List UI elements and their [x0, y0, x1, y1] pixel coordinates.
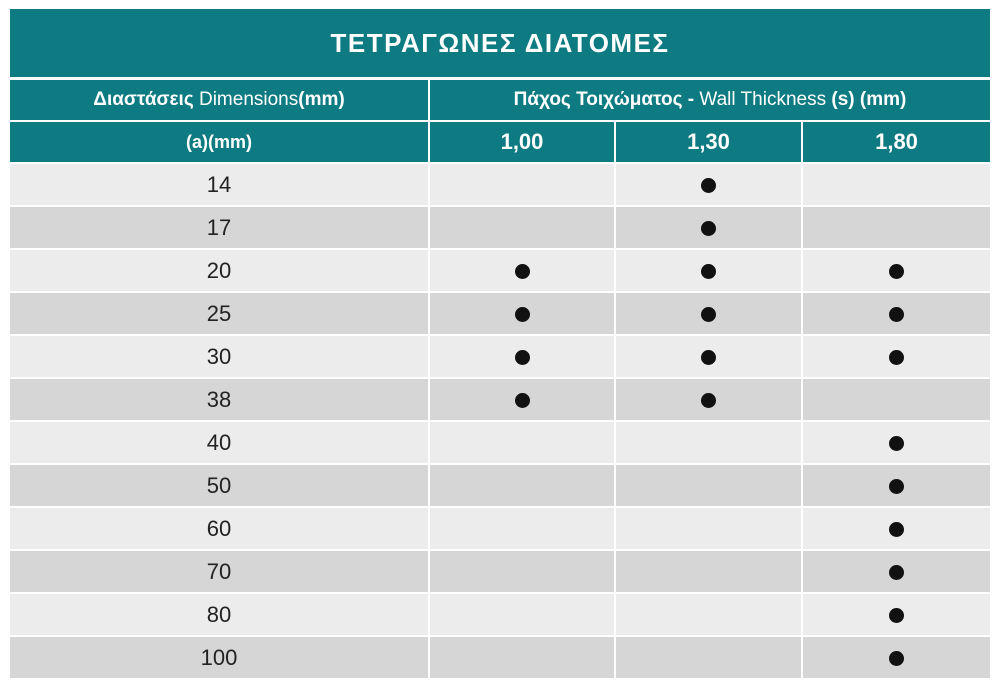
- availability-cell: [430, 551, 616, 594]
- availability-dot-icon: [515, 393, 530, 408]
- availability-cell: [803, 508, 990, 551]
- table-row: [10, 293, 990, 336]
- availability-cell: [616, 379, 803, 422]
- availability-cell: [430, 293, 616, 336]
- table-title: ΤΕΤΡΑΓΩΝΕΣ ΔΙΑΤΟΜΕΣ: [10, 9, 990, 80]
- table-row: [10, 508, 990, 551]
- availability-dot-icon: [889, 436, 904, 451]
- availability-cell: [430, 637, 616, 680]
- size-cell: 25: [10, 293, 430, 336]
- availability-cell: [430, 465, 616, 508]
- table-row: [10, 336, 990, 379]
- size-cell: 14: [10, 164, 430, 207]
- table-row: [10, 422, 990, 465]
- availability-cell: [430, 207, 616, 250]
- availability-cell: [803, 465, 990, 508]
- availability-cell: [616, 551, 803, 594]
- subheader-row: [10, 122, 990, 164]
- dimensions-label-english: Dimensions: [193, 89, 299, 110]
- availability-dot-icon: [515, 307, 530, 322]
- table-row: [10, 594, 990, 637]
- availability-cell: [616, 508, 803, 551]
- availability-cell: [616, 207, 803, 250]
- size-cell: 60: [10, 508, 430, 551]
- availability-cell: [803, 379, 990, 422]
- availability-cell: [616, 637, 803, 680]
- size-cell: 40: [10, 422, 430, 465]
- thickness-col-2: 1,30: [616, 122, 803, 164]
- wall-thickness-header: [430, 80, 990, 122]
- table-body: [10, 164, 990, 680]
- availability-cell: [803, 551, 990, 594]
- title-row: [10, 9, 990, 80]
- availability-cell: [803, 336, 990, 379]
- availability-cell: [616, 422, 803, 465]
- dimensions-unit: (mm): [298, 89, 345, 110]
- table-row: [10, 551, 990, 594]
- availability-cell: [803, 207, 990, 250]
- availability-cell: [430, 336, 616, 379]
- thickness-col-1: 1,00: [430, 122, 616, 164]
- availability-dot-icon: [889, 565, 904, 580]
- size-cell: 80: [10, 594, 430, 637]
- availability-cell: [430, 379, 616, 422]
- availability-dot-icon: [701, 178, 716, 193]
- availability-cell: [616, 164, 803, 207]
- availability-cell: [616, 465, 803, 508]
- availability-dot-icon: [701, 350, 716, 365]
- table-row: [10, 207, 990, 250]
- availability-cell: [803, 164, 990, 207]
- availability-dot-icon: [889, 608, 904, 623]
- availability-cell: [430, 508, 616, 551]
- availability-dot-icon: [515, 350, 530, 365]
- availability-cell: [803, 250, 990, 293]
- side-length-header: (a)(mm): [10, 122, 430, 164]
- size-cell: 20: [10, 250, 430, 293]
- thickness-label-greek: Πάχος Τοιχώματος -: [513, 89, 695, 110]
- table-row: [10, 164, 990, 207]
- size-cell: 17: [10, 207, 430, 250]
- availability-cell: [803, 293, 990, 336]
- header-row: [10, 80, 990, 122]
- availability-cell: [430, 164, 616, 207]
- availability-dot-icon: [889, 522, 904, 537]
- availability-dot-icon: [889, 264, 904, 279]
- thickness-label-english: Wall Thickness: [694, 89, 832, 110]
- availability-dot-icon: [701, 307, 716, 322]
- availability-dot-icon: [889, 651, 904, 666]
- availability-cell: [430, 250, 616, 293]
- table-row: [10, 637, 990, 680]
- availability-cell: [616, 250, 803, 293]
- availability-cell: [616, 336, 803, 379]
- size-cell: 100: [10, 637, 430, 680]
- dimensions-header: [10, 80, 430, 122]
- table-row: [10, 250, 990, 293]
- size-cell: 30: [10, 336, 430, 379]
- availability-cell: [616, 293, 803, 336]
- availability-dot-icon: [701, 393, 716, 408]
- availability-cell: [803, 422, 990, 465]
- size-cell: 50: [10, 465, 430, 508]
- thickness-col-3: 1,80: [803, 122, 990, 164]
- availability-dot-icon: [701, 264, 716, 279]
- table-row: [10, 465, 990, 508]
- availability-cell: [803, 594, 990, 637]
- size-cell: 38: [10, 379, 430, 422]
- square-sections-table: [10, 9, 990, 680]
- square-sections-table-wrapper: [10, 9, 990, 680]
- availability-cell: [430, 422, 616, 465]
- thickness-unit: (s) (mm): [831, 89, 907, 110]
- availability-dot-icon: [889, 479, 904, 494]
- size-cell: 70: [10, 551, 430, 594]
- availability-dot-icon: [701, 221, 716, 236]
- availability-dot-icon: [889, 307, 904, 322]
- availability-cell: [616, 594, 803, 637]
- availability-dot-icon: [889, 350, 904, 365]
- dimensions-label-greek: Διαστάσεις: [93, 89, 194, 110]
- availability-cell: [430, 594, 616, 637]
- table-row: [10, 379, 990, 422]
- availability-dot-icon: [515, 264, 530, 279]
- availability-cell: [803, 637, 990, 680]
